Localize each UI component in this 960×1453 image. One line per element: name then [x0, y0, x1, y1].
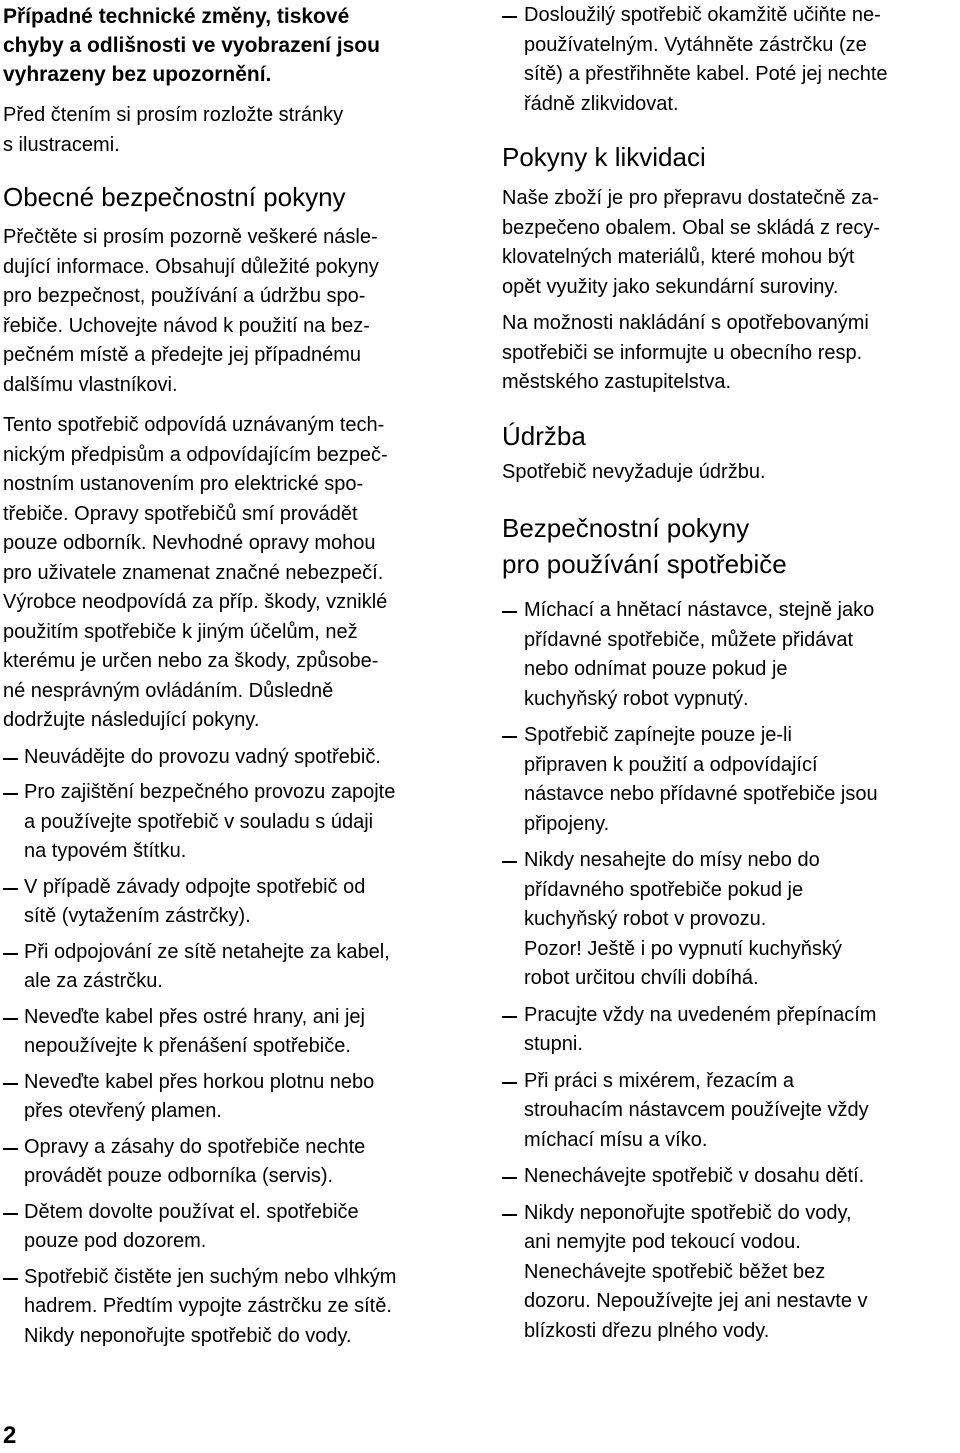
disposal-heading: Pokyny k likvidaci [502, 142, 706, 172]
intro-text: Před čtením si prosím rozložte stránky s ilustracemi. [3, 104, 344, 156]
maintenance-paragraph: Spotřebič nevyžaduje údržbu. [502, 460, 766, 483]
list-item: Spotřebič zapínejte pouze je-li připraven k použití a odpovídající nástavce nebo přídavné spotřebiče jsou připojeny. [502, 721, 960, 839]
list-item: Při práci s mixérem, řezacím a strouhacím nástavcem používejte vždy míchací mísu a víko. [502, 1067, 960, 1156]
right-column [502, 0, 960, 1346]
list-item: V případě závady odpojte spotřebič od sítě (vytažením zástrčky). [3, 873, 473, 932]
general-safety-list [3, 743, 473, 1352]
usage-safety-list [502, 596, 960, 1346]
maintenance-heading: Údržba [502, 420, 586, 451]
list-item: Opravy a zásahy do spotřebiče nechte provádět pouze odborníka (servis). [3, 1133, 473, 1192]
list-item: Dosloužilý spotřebič okamžitě učiňte ne- používatelným. Vytáhněte zástrčku (ze sítě) a přestřihněte kabel. Poté jej nechte řádně zlikvidovat. [502, 1, 960, 119]
list-item: Při odpojování ze sítě netahejte za kabel, ale za zástrčku. [3, 938, 473, 997]
list-item: Neveďte kabel přes horkou plotnu nebo přes otevřený plamen. [3, 1068, 473, 1127]
disposal-paragraph-2: Na možnosti nakládání s opotřebovanými spotřebiči se informujte u obecního resp. městského zastupitelstva. [502, 312, 869, 393]
list-item: Dětem dovolte používat el. spotřebiče pouze pod dozorem. [3, 1198, 473, 1257]
general-safety-paragraph-2: Tento spotřebič odpovídá uznávaným tech- nickým předpisům a odpovídajícím bezpeč- nostním ustanovením pro elektrické spo- třebiče. Opravy spotřebičů smí provádět pouze odborník. Nevhodné opravy mohou pro uživatele znamenat značné nebezpečí. Výrobce neodpovídá za příp. škody, vzniklé použitím spotřebiče k jiným účelům, než kterému je určen nebo za škody, způsobe- né nesprávným ovládáním. Důsledně dodržujte následující pokyny. [3, 414, 388, 731]
left-column [3, 0, 473, 1351]
list-item: Nenechávejte spotřebič v dosahu dětí. [502, 1162, 960, 1192]
list-item: Pro zajištění bezpečného provozu zapojte a používejte spotřebič v souladu s údaji na typovém štítku. [3, 778, 473, 867]
disposal-paragraph-1: Naše zboží je pro přepravu dostatečně za- bezpečeno obalem. Obal se skládá z recy- klovatelných materiálů, které mohou být opět využity jako sekundární suroviny. [502, 187, 880, 298]
list-item: Neuvádějte do provozu vadný spotřebič. [3, 743, 473, 773]
general-safety-heading: Obecné bezpečnostní pokyny [3, 182, 346, 212]
general-safety-paragraph-1: Přečtěte si prosím pozorně veškeré násle- dující informace. Obsahují důležité pokyny pro bezpečnost, používání a údržbu spo- řebiče. Uchovejte návod k použití na bez- pečném místě a předejte jej případnému dalšímu vlastníkovi. [3, 226, 379, 396]
list-item: Neveďte kabel přes ostré hrany, ani jej nepoužívejte k přenášení spotřebiče. [3, 1003, 473, 1062]
list-item: Nikdy neponořujte spotřebič do vody, ani nemyjte pod tekoucí vodou. Nenechávejte spotřebič běžet bez dozoru. Nepoužívejte jej ani nestavte v blízkosti dřezu plného vody. [502, 1199, 960, 1347]
page-number: 2 [3, 1422, 17, 1449]
disposal-top-list [502, 1, 960, 119]
usage-safety-heading: Bezpečnostní pokyny pro používání spotřebiče [502, 513, 787, 579]
list-item: Pracujte vždy na uvedeném přepínacím stupni. [502, 1001, 960, 1060]
list-item: Spotřebič čistěte jen suchým nebo vlhkým hadrem. Předtím vypojte zástrčku ze sítě. Nikdy neponořujte spotřebič do vody. [3, 1263, 473, 1352]
list-item: Nikdy nesahejte do mísy nebo do přídavného spotřebiče pokud je kuchyňský robot v provozu. Pozor! Ještě i po vypnutí kuchyňský robot určitou chvíli dobíhá. [502, 846, 960, 994]
list-item: Míchací a hnětací nástavce, stejně jako přídavné spotřebiče, můžete přidávat nebo odnímat pouze pokud je kuchyňský robot vypnutý. [502, 596, 960, 714]
change-notice: Případné technické změny, tiskové chyby a odlišnosti ve vyobrazení jsou vyhrazeny bez upozornění. [3, 5, 380, 86]
